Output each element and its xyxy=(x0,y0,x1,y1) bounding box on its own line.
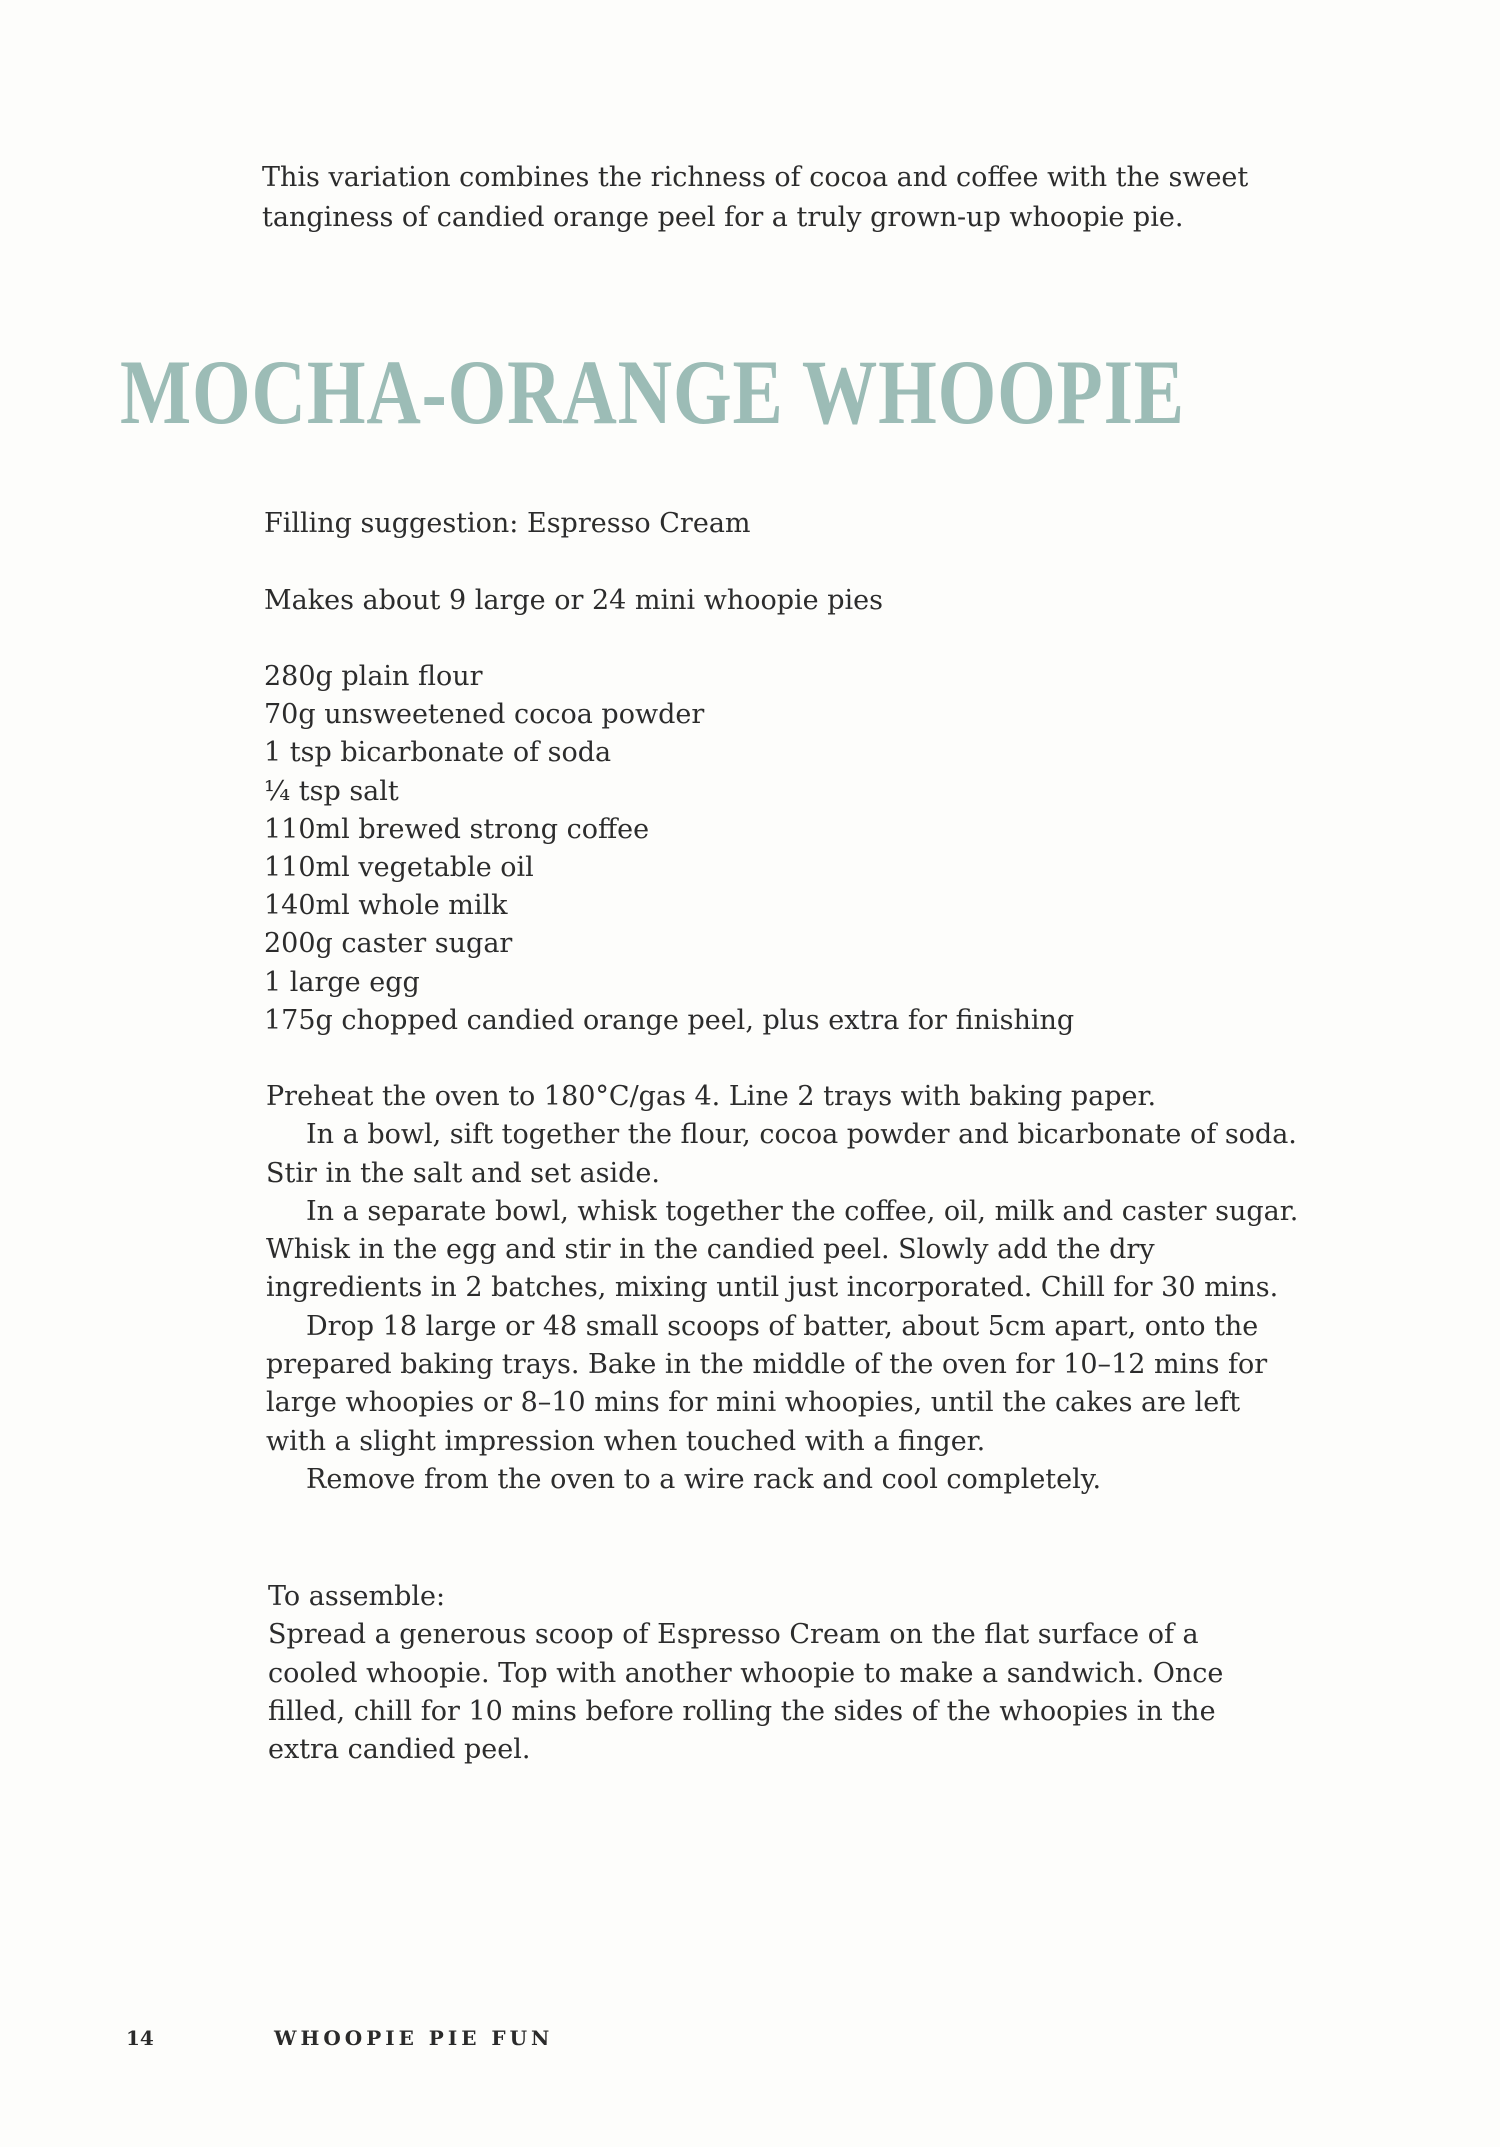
page-number: 14 xyxy=(126,2026,154,2050)
ingredient-item: 70g unsweetened cocoa powder xyxy=(264,699,705,731)
yield-text: Makes about 9 large or 24 mini whoopie pies xyxy=(264,585,883,616)
ingredient-item: 140ml whole milk xyxy=(264,890,508,922)
ingredient-item: ¼ tsp salt xyxy=(264,775,399,807)
recipe-title: MOCHA-ORANGE WHOOPIE xyxy=(120,341,1185,443)
assembly-text: Spread a generous scoop of Espresso Cream on the flat surface of a cooled whoopie. Top with another whoopie to make a sandwich. Once filled, chill for 10 mins before rolling the sides of the whoopies in the extra candied peel. xyxy=(268,1619,1224,1766)
method-step: Drop 18 large or 48 small scoops of batter, about 5cm apart, onto the prepared baking trays. Bake in the middle of the oven for 10–12 mins for large whoopies or 8–10 mins for mini whoopies, until the cakes are left with a slight impression when touched with a finger. xyxy=(266,1310,1268,1457)
intro-paragraph: This variation combines the richness of cocoa and coffee with the sweet tanginess of candied orange peel for a truly grown-up whoopie pie. xyxy=(262,162,1249,233)
ingredient-item: 110ml brewed strong coffee xyxy=(264,813,650,845)
method-step: Remove from the oven to a wire rack and cool completely. xyxy=(306,1463,1102,1495)
method-step: Preheat the oven to 180°C/gas 4. Line 2 trays with baking paper. xyxy=(266,1081,1157,1112)
ingredient-item: 1 tsp bicarbonate of soda xyxy=(264,737,612,769)
assembly-heading: To assemble: xyxy=(268,1581,446,1612)
method-step: In a separate bowl, whisk together the coffee, oil, milk and caster sugar. Whisk in the egg and stir in the candied peel. Slowly add the dry ingredients in 2 batches, mixing until just incorporated. Chill for 30 mins. xyxy=(266,1195,1299,1304)
ingredient-item: 110ml vegetable oil xyxy=(264,852,534,884)
method-section xyxy=(266,1078,1306,1499)
ingredient-item: 1 large egg xyxy=(264,966,420,998)
ingredient-item: 175g chopped candied orange peel, plus extra for finishing xyxy=(264,1004,1075,1036)
method-step: In a bowl, sift together the flour, cocoa powder and bicarbonate of soda. Stir in the salt and set aside. xyxy=(266,1119,1297,1189)
running-head: WHOOPIE PIE FUN xyxy=(274,2026,554,2050)
ingredient-item: 280g plain flour xyxy=(264,661,483,692)
ingredient-item: 200g caster sugar xyxy=(264,928,513,960)
filling-suggestion: Filling suggestion: Espresso Cream xyxy=(264,508,751,539)
assembly-section xyxy=(268,1578,1268,1769)
ingredient-list xyxy=(264,658,1314,1040)
